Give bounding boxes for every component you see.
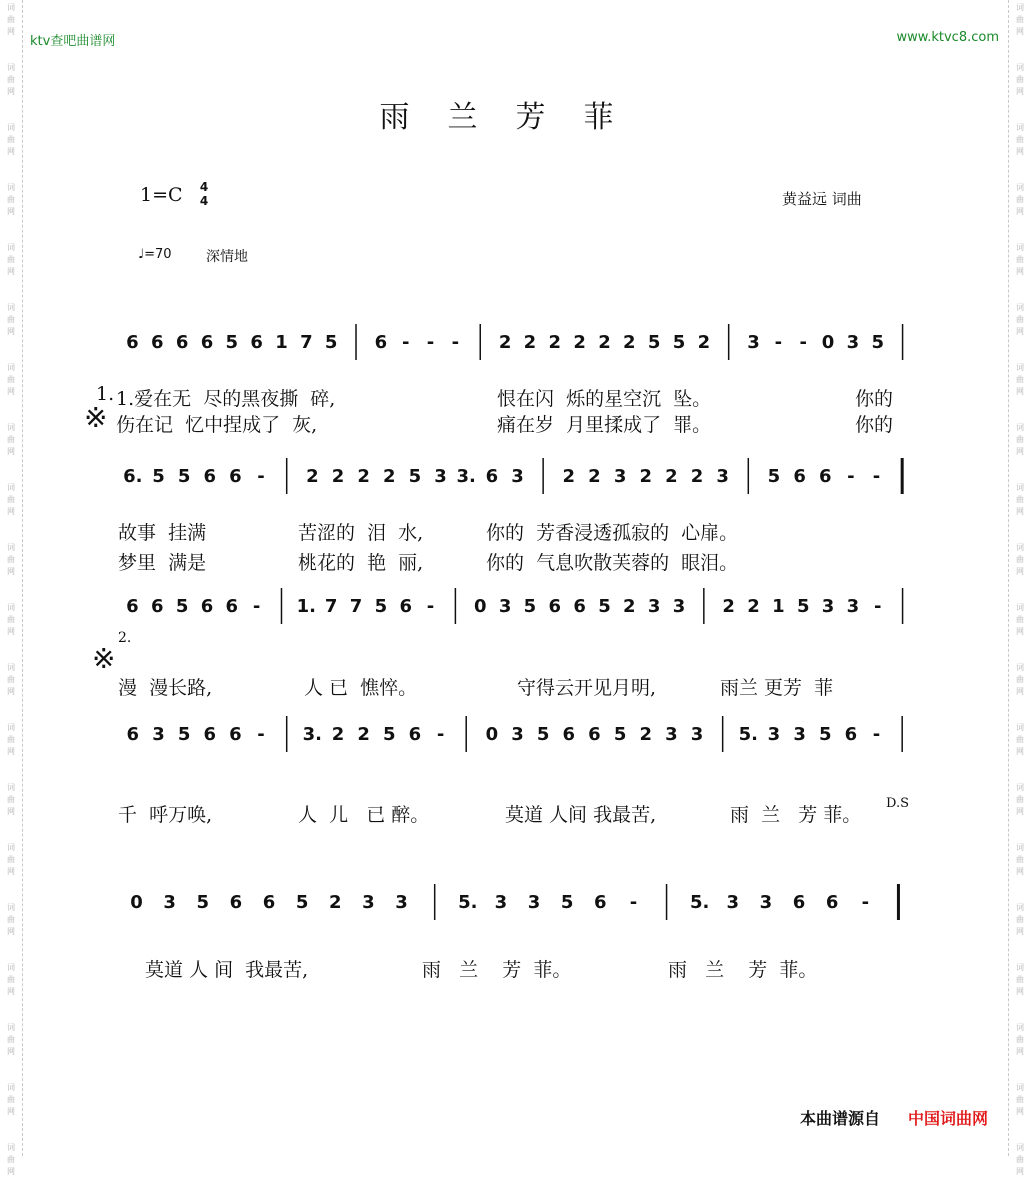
note: 2: [573, 332, 586, 353]
note: 2: [357, 466, 370, 487]
note: 5: [295, 892, 309, 913]
lyric-line: 千 呼万唤,: [118, 804, 213, 826]
note: -: [257, 724, 265, 745]
meter-bottom: 4: [199, 194, 209, 208]
note: 3: [846, 332, 860, 353]
watermark-char: 曲: [7, 375, 15, 384]
watermark-char: 曲: [7, 435, 15, 444]
watermark-char: 曲: [1016, 615, 1024, 624]
watermark-char: 曲: [1016, 555, 1024, 564]
note: 2: [562, 466, 576, 487]
watermark-char: 曲: [7, 1095, 15, 1104]
watermark-char: 曲: [1016, 795, 1024, 804]
note: 6: [151, 332, 164, 353]
watermark-char: 网: [1016, 27, 1024, 36]
note: 3: [163, 892, 176, 913]
note: 3: [767, 724, 781, 745]
note: -: [257, 466, 265, 487]
note: -: [872, 724, 881, 745]
note: 5: [374, 596, 388, 617]
watermark-char: 词: [1016, 363, 1024, 372]
note: 6: [229, 724, 242, 745]
note: 2: [665, 466, 678, 487]
watermark-char: 词: [7, 3, 15, 12]
note: 2: [331, 724, 345, 745]
watermark-char: 网: [7, 927, 15, 936]
note: 6: [200, 332, 214, 353]
watermark-char: 曲: [1016, 975, 1024, 984]
watermark-char: 曲: [7, 975, 15, 984]
key-signature: 1=C: [140, 184, 183, 206]
note: 3: [747, 332, 760, 353]
tempo-mark: ♩=70: [138, 247, 172, 262]
watermark-char: 网: [7, 327, 15, 336]
note: 5: [796, 596, 810, 617]
song-title: 雨兰芳菲: [379, 100, 652, 135]
lyric-line: 故事 挂满: [118, 522, 207, 544]
watermark-char: 词: [7, 1143, 15, 1152]
note: 3.: [302, 724, 323, 745]
watermark-char: 词: [7, 63, 15, 72]
segno-sign-1: ※: [84, 401, 108, 434]
watermark-char: 网: [7, 987, 15, 996]
watermark-char: 网: [1016, 807, 1024, 816]
note: -: [847, 466, 855, 487]
watermark-char: 网: [7, 27, 15, 36]
note: 5: [672, 332, 686, 353]
lyric-line: 你的: [855, 414, 894, 436]
watermark-char: 词: [7, 783, 15, 792]
watermark-char: 词: [1016, 1023, 1024, 1032]
watermark-char: 曲: [7, 615, 15, 624]
note: 5: [408, 466, 422, 487]
note: 0: [473, 596, 487, 617]
note: 3: [613, 466, 627, 487]
note: 6: [200, 596, 214, 617]
note: -: [252, 596, 261, 617]
note: 5: [324, 332, 338, 353]
note: 6.: [123, 466, 143, 487]
note: 6: [562, 724, 576, 745]
watermark-char: 词: [7, 603, 15, 612]
meter-top: 4: [199, 180, 209, 194]
watermark-char: 曲: [1016, 1095, 1024, 1104]
note: 3: [434, 466, 447, 487]
watermark-char: 网: [1016, 87, 1024, 96]
note: 2: [623, 596, 636, 617]
watermark-char: 词: [7, 483, 15, 492]
watermark-char: 词: [1016, 723, 1024, 732]
watermark-char: 网: [7, 567, 15, 576]
watermark-char: 曲: [1016, 75, 1024, 84]
watermark-char: 词: [1016, 903, 1024, 912]
note: -: [774, 332, 783, 353]
note: 5: [177, 466, 191, 487]
author: 黄益远 词曲: [782, 190, 862, 208]
watermark-char: 词: [1016, 423, 1024, 432]
note: 6: [203, 466, 217, 487]
note: -: [873, 596, 882, 617]
watermark-char: 曲: [1016, 255, 1024, 264]
watermark-char: 网: [7, 267, 15, 276]
watermark-char: 网: [7, 807, 15, 816]
note: 6: [203, 724, 217, 745]
note: 2: [331, 466, 345, 487]
site-name-left[interactable]: ktv查吧曲谱网: [30, 34, 116, 49]
note: 1.: [296, 596, 317, 617]
watermark-char: 词: [7, 423, 15, 432]
note: 3: [759, 892, 773, 913]
note: 6: [408, 724, 422, 745]
lyric-line: 莫道 人间 我最苦,: [505, 804, 657, 826]
note: 6: [225, 596, 239, 617]
watermark-char: 词: [7, 183, 15, 192]
watermark-char: 网: [1016, 867, 1024, 876]
note: 6: [793, 466, 806, 487]
note: 3: [726, 892, 740, 913]
note: 6: [594, 892, 607, 913]
watermark-char: 曲: [7, 15, 15, 24]
watermark-char: 词: [7, 543, 15, 552]
note: -: [799, 332, 807, 353]
note: 7: [300, 332, 313, 353]
lyric-line: 恨在闪 烁的星空沉 坠。: [497, 388, 712, 410]
watermark-char: 词: [1016, 123, 1024, 132]
note: 5: [871, 332, 884, 353]
lyric-line: 你的 气息吹散芙蓉的 眼泪。: [486, 552, 739, 574]
watermark-char: 网: [1016, 627, 1024, 636]
note: 5: [225, 332, 239, 353]
verse-number-2: 2.: [118, 630, 132, 646]
watermark-char: 网: [1016, 567, 1024, 576]
watermark-char: 词: [1016, 1143, 1024, 1152]
note: 3.: [456, 466, 476, 487]
note: 3: [647, 596, 661, 617]
watermark-char: 曲: [7, 135, 15, 144]
watermark-char: 词: [7, 363, 15, 372]
watermark-char: 网: [1016, 1107, 1024, 1116]
note: 5: [383, 724, 396, 745]
note: 2: [697, 332, 711, 353]
note: 1: [772, 596, 785, 617]
note: 6: [229, 466, 242, 487]
watermark-char: 词: [1016, 243, 1024, 252]
note: 6: [262, 892, 276, 913]
note: 3: [362, 892, 375, 913]
watermark-char: 网: [1016, 1167, 1024, 1176]
watermark-char: 曲: [7, 1155, 15, 1164]
watermark-char: 网: [7, 147, 15, 156]
lyric-line: 苦涩的 泪 水,: [298, 522, 424, 544]
watermark-char: 曲: [1016, 375, 1024, 384]
dal-segno: D.S: [886, 796, 909, 811]
note: 0: [485, 724, 499, 745]
note: 2: [498, 332, 512, 353]
watermark-char: 网: [1016, 327, 1024, 336]
note: 3: [672, 596, 686, 617]
note: 6: [250, 332, 263, 353]
watermark-char: 词: [1016, 663, 1024, 672]
lyric-line: 雨 兰 芳 菲。: [422, 959, 572, 981]
lyric-line: 雨 兰 芳 菲。: [668, 959, 818, 981]
note: 6: [792, 892, 806, 913]
watermark-char: 曲: [1016, 855, 1024, 864]
lyric-line: 守得云开见月明,: [517, 677, 657, 699]
note: 3: [395, 892, 408, 913]
watermark-char: 词: [1016, 963, 1024, 972]
expression-mark: 深情地: [206, 249, 248, 265]
note: 6: [485, 466, 499, 487]
watermark-char: 网: [7, 1047, 15, 1056]
site-url-right[interactable]: www.ktvc8.com: [896, 30, 999, 45]
watermark-char: 网: [7, 627, 15, 636]
lyric-line: 莫道 人 间 我最苦,: [145, 959, 309, 981]
note: -: [426, 332, 435, 353]
note: -: [436, 724, 445, 745]
watermark-char: 词: [1016, 483, 1024, 492]
note: 3: [511, 466, 524, 487]
watermark-char: 网: [7, 207, 15, 216]
watermark-char: 词: [7, 1083, 15, 1092]
note: 3: [511, 724, 524, 745]
note: 2: [639, 724, 652, 745]
lyric-line: 人 儿 已 醉。: [298, 804, 430, 826]
note: 3: [152, 724, 165, 745]
note: 2: [623, 332, 636, 353]
note: 7: [349, 596, 363, 617]
note: 5: [767, 466, 781, 487]
watermark-char: 曲: [7, 255, 15, 264]
note: 2: [357, 724, 370, 745]
watermark-char: 词: [7, 843, 15, 852]
note: 2: [548, 332, 562, 353]
lyric-line: 人 已 憔悴。: [304, 677, 418, 699]
watermark-char: 词: [1016, 183, 1024, 192]
note: 2: [588, 466, 601, 487]
watermark-char: 曲: [7, 915, 15, 924]
note: -: [861, 892, 870, 913]
watermark-char: 网: [7, 867, 15, 876]
watermark-char: 网: [1016, 147, 1024, 156]
note: 3: [527, 892, 541, 913]
watermark-char: 曲: [7, 675, 15, 684]
watermark-char: 网: [7, 507, 15, 516]
watermark-char: 曲: [1016, 195, 1024, 204]
watermark-char: 词: [7, 123, 15, 132]
note: 6: [825, 892, 839, 913]
watermark-char: 网: [7, 387, 15, 396]
note: 6: [548, 596, 562, 617]
note: 5: [560, 892, 574, 913]
lyric-line: 1.爱在无 尽的黑夜撕 碎,: [116, 388, 336, 410]
watermark-char: 网: [1016, 507, 1024, 516]
watermark-char: 词: [1016, 603, 1024, 612]
watermark-char: 网: [1016, 447, 1024, 456]
watermark-char: 网: [7, 1107, 15, 1116]
source-label: 本曲谱源自: [800, 1109, 881, 1128]
note: 5: [818, 724, 832, 745]
note: 2: [383, 466, 396, 487]
watermark-char: 词: [7, 963, 15, 972]
watermark-char: 网: [7, 87, 15, 96]
note: 2: [747, 596, 760, 617]
note: 3: [498, 596, 512, 617]
note: 5: [536, 724, 550, 745]
watermark-char: 词: [1016, 783, 1024, 792]
note: 3: [665, 724, 678, 745]
watermark-char: 网: [1016, 687, 1024, 696]
note: 3: [846, 596, 860, 617]
lyric-line: 梦里 满是: [118, 552, 207, 574]
watermark-char: 曲: [1016, 1035, 1024, 1044]
note: 5: [613, 724, 627, 745]
note: 6: [818, 466, 832, 487]
note: 7: [324, 596, 338, 617]
watermark-char: 曲: [1016, 675, 1024, 684]
note: 6: [229, 892, 243, 913]
watermark-char: 曲: [1016, 495, 1024, 504]
watermark-char: 网: [1016, 1047, 1024, 1056]
note: 2: [690, 466, 704, 487]
watermark-char: 网: [1016, 987, 1024, 996]
watermark-char: 网: [1016, 207, 1024, 216]
watermark-char: 曲: [7, 855, 15, 864]
lyric-line: 你的 芳香浸透孤寂的 心扉。: [486, 522, 739, 544]
watermark-char: 词: [7, 723, 15, 732]
note: 3: [821, 596, 835, 617]
watermark-char: 词: [1016, 3, 1024, 12]
watermark-char: 曲: [1016, 435, 1024, 444]
note: 2: [598, 332, 611, 353]
watermark-char: 词: [7, 303, 15, 312]
note: 5: [523, 596, 537, 617]
note: 6: [844, 724, 858, 745]
note: 1: [275, 332, 288, 353]
note: -: [401, 332, 410, 353]
note: 0: [130, 892, 143, 913]
lyric-line: 雨兰 更芳 菲: [720, 677, 834, 699]
watermark-char: 曲: [7, 495, 15, 504]
watermark-char: 曲: [7, 555, 15, 564]
watermark-char: 曲: [1016, 1155, 1024, 1164]
watermark-char: 网: [1016, 267, 1024, 276]
watermark-char: 曲: [1016, 735, 1024, 744]
watermark-char: 曲: [1016, 315, 1024, 324]
note: 5: [647, 332, 661, 353]
note: 6: [573, 596, 586, 617]
note: 6: [175, 332, 189, 353]
lyric-line: 痛在岁 月里揉成了 罪。: [497, 414, 712, 436]
watermark-char: 网: [7, 747, 15, 756]
note: 6: [126, 596, 139, 617]
note: 5: [196, 892, 210, 913]
watermark-char: 曲: [1016, 915, 1024, 924]
note: 6: [374, 332, 388, 353]
note: 2: [639, 466, 652, 487]
lyric-line: 漫 漫长路,: [118, 677, 213, 699]
watermark-char: 网: [1016, 927, 1024, 936]
note: 6: [126, 332, 139, 353]
watermark-char: 曲: [7, 315, 15, 324]
watermark-char: 词: [1016, 303, 1024, 312]
note: 2: [329, 892, 342, 913]
watermark-char: 词: [7, 1023, 15, 1032]
note: 2: [306, 466, 319, 487]
note: 3: [716, 466, 729, 487]
note: 5: [152, 466, 165, 487]
watermark-char: 网: [7, 1167, 15, 1176]
note: 6: [399, 596, 412, 617]
note: 5: [177, 724, 191, 745]
note: 3: [494, 892, 508, 913]
watermark-char: 网: [1016, 387, 1024, 396]
note: 5: [175, 596, 189, 617]
verse-number: 1.: [96, 383, 115, 405]
note: 6: [588, 724, 601, 745]
note: 2: [722, 596, 735, 617]
note: 3: [690, 724, 704, 745]
watermark-char: 词: [7, 243, 15, 252]
lyric-line: 雨 兰 芳 菲。: [730, 804, 862, 826]
watermark-char: 曲: [7, 195, 15, 204]
watermark-char: 曲: [7, 75, 15, 84]
watermark-char: 网: [7, 447, 15, 456]
watermark-char: 曲: [1016, 15, 1024, 24]
note: -: [629, 892, 638, 913]
watermark-char: 词: [7, 903, 15, 912]
note: 5: [598, 596, 611, 617]
watermark-char: 词: [1016, 843, 1024, 852]
note: 0: [821, 332, 835, 353]
note: -: [451, 332, 460, 353]
note: 5.: [458, 892, 478, 913]
note: 6: [151, 596, 164, 617]
note: 6: [126, 724, 140, 745]
note: -: [872, 466, 881, 487]
watermark-char: 词: [1016, 1083, 1024, 1092]
lyric-line: 你的: [855, 388, 894, 410]
source-site-link[interactable]: 中国词曲网: [908, 1109, 989, 1128]
lyric-line: 伤在记 忆中捏成了 灰,: [116, 414, 318, 436]
watermark-char: 曲: [7, 735, 15, 744]
watermark-char: 网: [7, 687, 15, 696]
watermark-char: 词: [1016, 543, 1024, 552]
note: 2: [523, 332, 537, 353]
watermark-char: 网: [1016, 747, 1024, 756]
lyric-line: 桃花的 艳 丽,: [298, 552, 424, 574]
watermark-char: 曲: [1016, 135, 1024, 144]
segno-sign-2: ※: [92, 642, 116, 675]
note: -: [426, 596, 435, 617]
note: 5.: [738, 724, 758, 745]
note: 5.: [690, 892, 710, 913]
note: 3: [793, 724, 806, 745]
watermark-char: 曲: [7, 1035, 15, 1044]
watermark-char: 词: [1016, 63, 1024, 72]
watermark-char: 曲: [7, 795, 15, 804]
watermark-char: 词: [7, 663, 15, 672]
